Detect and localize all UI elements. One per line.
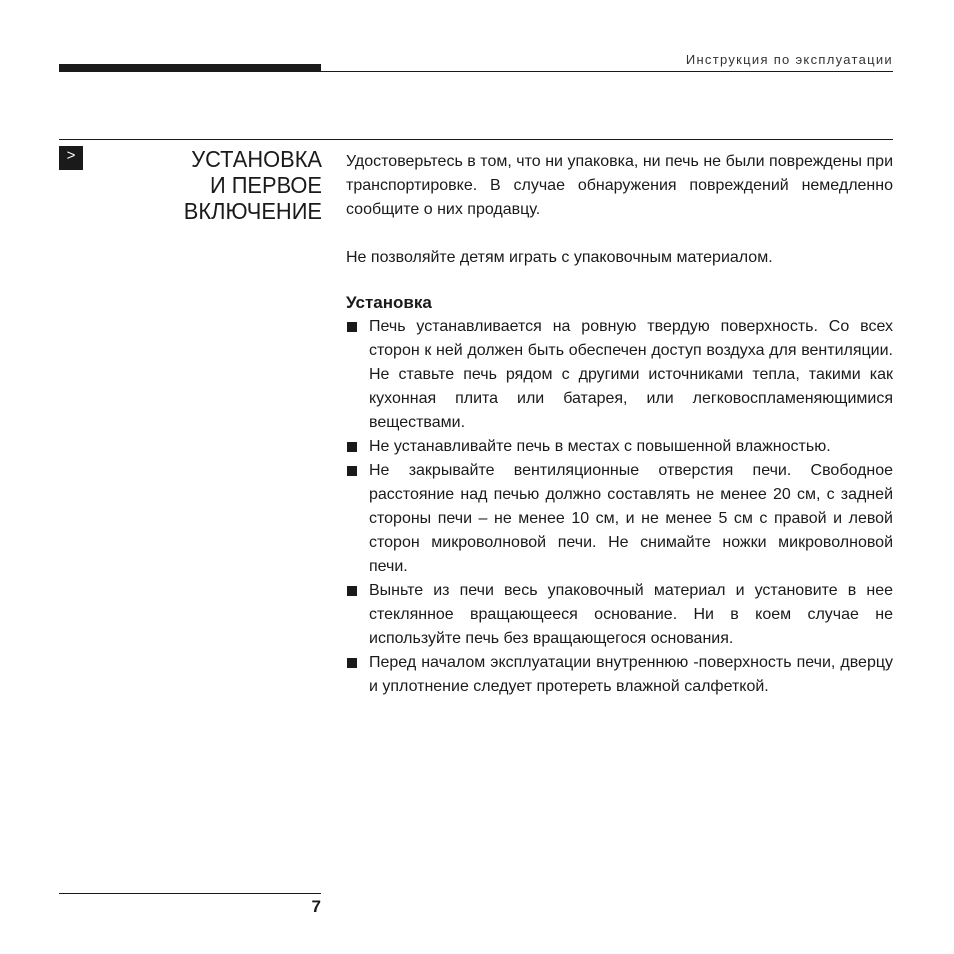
square-bullet-icon: [347, 322, 357, 332]
running-header: Инструкция по эксплуатации: [685, 52, 893, 67]
footer-rule: [59, 893, 321, 894]
square-bullet-icon: [347, 658, 357, 668]
installation-list: [346, 315, 893, 699]
page-number: 7: [311, 897, 321, 916]
section-title: [130, 146, 322, 224]
list-item: [346, 459, 893, 579]
section-title-line: И ПЕРВОЕ: [209, 172, 322, 198]
list-item-text: Выньте из печи весь упаковочный материал и установите в нее стеклянное вращающееся основание. Ни в коем случае не используйте печь без вращающегося основания.: [369, 582, 893, 647]
list-item-text: Печь устанавливается на ровную твердую поверхность. Со всех сторон к ней должен быть обеспечен доступ воздуха для вентиляции. Не ставьте печь рядом с другими источниками тепла, такими как кухонная плита или батарея, или легковоспламеняющимися веществами.: [369, 318, 893, 431]
list-item-text: Перед началом эксплуатации внутреннюю -поверхность печи, дверцу и уплотнение следует протереть влажной салфеткой.: [369, 654, 893, 695]
section-title-line: УСТАНОВКА: [191, 146, 322, 172]
list-item: [346, 435, 893, 459]
list-item-text: Не устанавливайте печь в местах с повышенной влажностью.: [369, 438, 831, 455]
list-item-text: Не закрывайте вентиляционные отверстия печи. Свободное расстояние над печью должно составлять не менее 20 см, с задней стороны печи – не менее 10 см, и не менее 5 см с правой и левой сторон микроволновой печи. Не снимайте ножки микроволновой печи.: [369, 462, 893, 575]
children-warning-paragraph: Не позволяйте детям играть с упаковочным материалом.: [346, 249, 773, 266]
list-item: [346, 315, 893, 435]
square-bullet-icon: [347, 466, 357, 476]
subheading-installation: Установка: [346, 293, 432, 312]
square-bullet-icon: [347, 586, 357, 596]
list-item: [346, 651, 893, 699]
header-rule: [321, 71, 893, 72]
section-body: [346, 150, 893, 699]
header-bar: [59, 64, 321, 72]
section-marker-icon: >: [59, 146, 83, 170]
list-item: [346, 579, 893, 651]
intro-paragraph: Удостоверьтесь в том, что ни упаковка, ни печь не были повреждены при транспортировке. В случае обнаружения повреждений немедленно сообщите о них продавцу.: [346, 153, 893, 218]
square-bullet-icon: [347, 442, 357, 452]
section-title-line: ВКЛЮЧЕНИЕ: [183, 198, 322, 224]
section-rule: [59, 139, 893, 140]
